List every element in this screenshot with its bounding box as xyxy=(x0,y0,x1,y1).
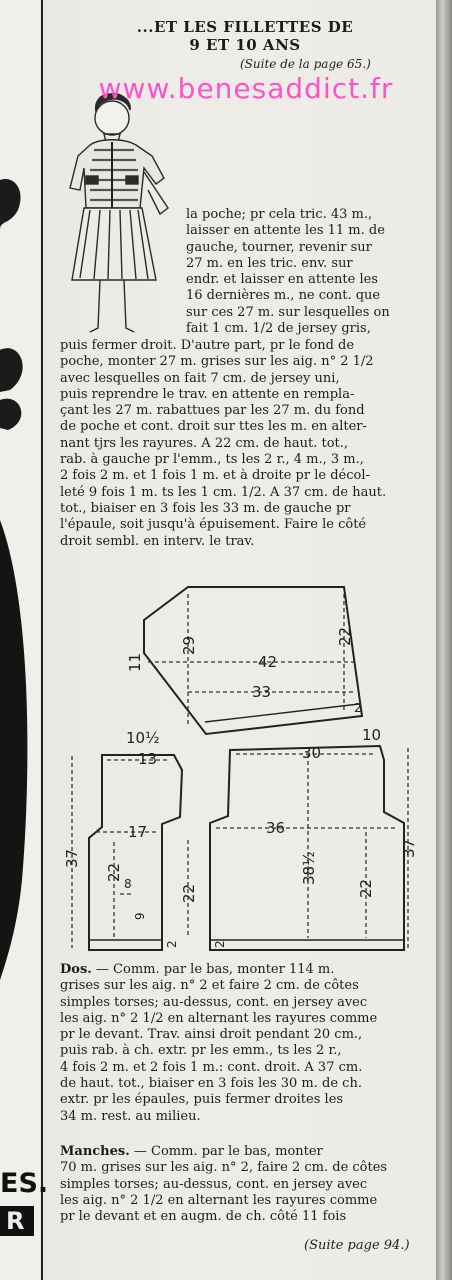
dim-front-side-right: 22 xyxy=(180,883,198,903)
text-line: simples torses; au-dessus, cont. en jersey avec xyxy=(60,1176,368,1192)
dim-front-neck: 10½ xyxy=(126,729,160,747)
text-line: 34 m. rest. au milieu. xyxy=(60,1108,201,1124)
text-line xyxy=(60,1144,418,1160)
text-line: rab. à gauche pr l'emm., ts les 2 r., 4 m., 3 m., xyxy=(60,452,364,468)
text-line: puis fermer droit. D'autre part, pr le fond de xyxy=(60,338,355,353)
left-page-strip xyxy=(0,0,40,1280)
sleeve-outline xyxy=(144,587,362,734)
text-line xyxy=(60,962,418,978)
text-line: 70 m. grises sur les aig. n° 2, faire 2 cm. de côtes xyxy=(60,1160,388,1176)
dim-sleeve-width-bottom: 33 xyxy=(252,683,272,701)
text-line: poche, monter 27 m. grises sur les aig. n° 2 1/2 xyxy=(60,354,374,370)
text-line: les aig. n° 2 1/2 en alternant les rayures comme xyxy=(60,1192,378,1208)
column-rule xyxy=(41,0,43,1280)
dim-pocket-width: 8 xyxy=(124,877,132,891)
text-line: pr le devant. Trav. ainsi droit pendant 20 cm., xyxy=(60,1027,363,1043)
dim-back-neck: 10 xyxy=(362,726,382,744)
text-line: endr. et laisser en attente les xyxy=(186,272,378,288)
dim-back-shoulder: 30 xyxy=(302,744,322,762)
page-edge xyxy=(436,0,452,1280)
text-line: grises sur les aig. n° 2 et faire 2 cm. de côtes xyxy=(60,978,359,994)
text-line: l'épaule, soit jusqu'à épuisement. Faire le côté xyxy=(60,517,367,533)
text-span: — Comm. par le bas, monter 114 m. xyxy=(91,962,335,977)
text-line: droit sembl. en interv. le trav. xyxy=(60,533,255,549)
page-reference: (Suite de la page 65.) xyxy=(240,57,371,71)
dim-sleeve-width-top: 42 xyxy=(258,653,278,671)
left-page-graphics xyxy=(0,0,40,1280)
pattern-schematics xyxy=(44,580,424,960)
text-line: puis reprendre le trav. en attente en rempla- xyxy=(60,386,355,402)
dim-pocket-height: 9 xyxy=(133,912,147,920)
text-line: puis rab. à ch. extr. pr les emm., ts les 2 r., xyxy=(60,1043,342,1059)
dim-sleeve-cap: 11 xyxy=(126,652,144,672)
dos-heading: Dos. xyxy=(60,962,92,977)
dim-back-height-center: 38½ xyxy=(300,851,318,885)
dim-sleeve-height-left: 29 xyxy=(180,635,198,655)
dim-sleeve-cuff: 2 xyxy=(354,701,362,715)
dim-back-side: 22 xyxy=(357,878,375,898)
dim-front-width: 17 xyxy=(128,823,148,841)
text-line: les aig. n° 2 1/2 en alternant les rayures comme xyxy=(60,1010,378,1026)
left-page-letter-r: R xyxy=(0,1206,34,1236)
girl-illustration xyxy=(60,90,190,335)
dim-front-hem: 2 xyxy=(165,940,179,948)
dim-back-height-right: 37 xyxy=(400,838,418,858)
text-line: simples torses; au-dessus, cont. en jersey avec xyxy=(60,994,368,1010)
text-line: 4 fois 2 m. et 2 fois 1 m.: cont. droit. A 37 cm. xyxy=(60,1059,363,1075)
dim-back-hem: 2 xyxy=(213,940,227,948)
text-line: tot., biaiser en 3 fois les 33 m. de gauche pr xyxy=(60,500,351,516)
text-line: de haut. tot., biaiser en 3 fois les 30 m. de ch. xyxy=(60,1076,362,1092)
text-span: — Comm. par le bas, monter xyxy=(129,1144,323,1159)
text-line: la poche; pr cela tric. 43 m., xyxy=(186,207,373,222)
text-line: 2 fois 2 m. et 1 fois 1 m. et à droite pr le décol- xyxy=(60,468,370,484)
dim-front-height: 37 xyxy=(63,848,81,868)
manches-heading: Manches. xyxy=(60,1144,130,1159)
text-line: laisser en attente les 11 m. de xyxy=(186,223,385,239)
back-outline xyxy=(210,746,404,950)
dim-sleeve-height-right: 22 xyxy=(336,626,354,646)
text-line: sur ces 27 m. sur lesquelles on xyxy=(186,304,390,320)
dim-front-side: 22 xyxy=(105,862,123,882)
dos-instructions xyxy=(60,962,418,1125)
text-line: de poche et cont. droit sur ttes les m. en alter- xyxy=(60,419,367,435)
manches-instructions xyxy=(60,1144,418,1225)
text-line: 27 m. en les tric. env. sur xyxy=(186,255,353,271)
dim-back-width: 36 xyxy=(266,819,286,837)
text-line: pr le devant et en augm. de ch. côté 11 fois xyxy=(60,1209,347,1225)
continued-reference: (Suite page 94.) xyxy=(304,1238,410,1253)
left-page-letters: ES. xyxy=(0,1168,49,1199)
article-subtitle: 9 ET 10 ANS xyxy=(189,36,301,54)
watermark-url: www.benesaddict.fr xyxy=(98,72,394,105)
article-title: ...ET LES FILLETTES DE xyxy=(136,18,354,36)
devant-instructions xyxy=(60,338,418,550)
text-line: extr. pr les épaules, puis fermer droites les xyxy=(60,1092,344,1108)
text-line: çant les 27 m. rabattues par les 27 m. du fond xyxy=(60,403,365,419)
text-line: nant tjrs les rayures. A 22 cm. de haut. tot., xyxy=(60,435,349,451)
text-line: leté 9 fois 1 m. ts les 1 cm. 1/2. A 37 cm. de haut. xyxy=(60,484,387,500)
text-line: fait 1 cm. 1/2 de jersey gris, xyxy=(186,321,371,337)
text-line: 16 dernières m., ne cont. que xyxy=(186,288,381,304)
text-line: gauche, tourner, revenir sur xyxy=(186,239,372,255)
dim-front-shoulder: 13 xyxy=(138,750,158,768)
text-line: avec lesquelles on fait 7 cm. de jersey uni, xyxy=(60,370,340,386)
intro-wrap-text xyxy=(186,207,418,337)
